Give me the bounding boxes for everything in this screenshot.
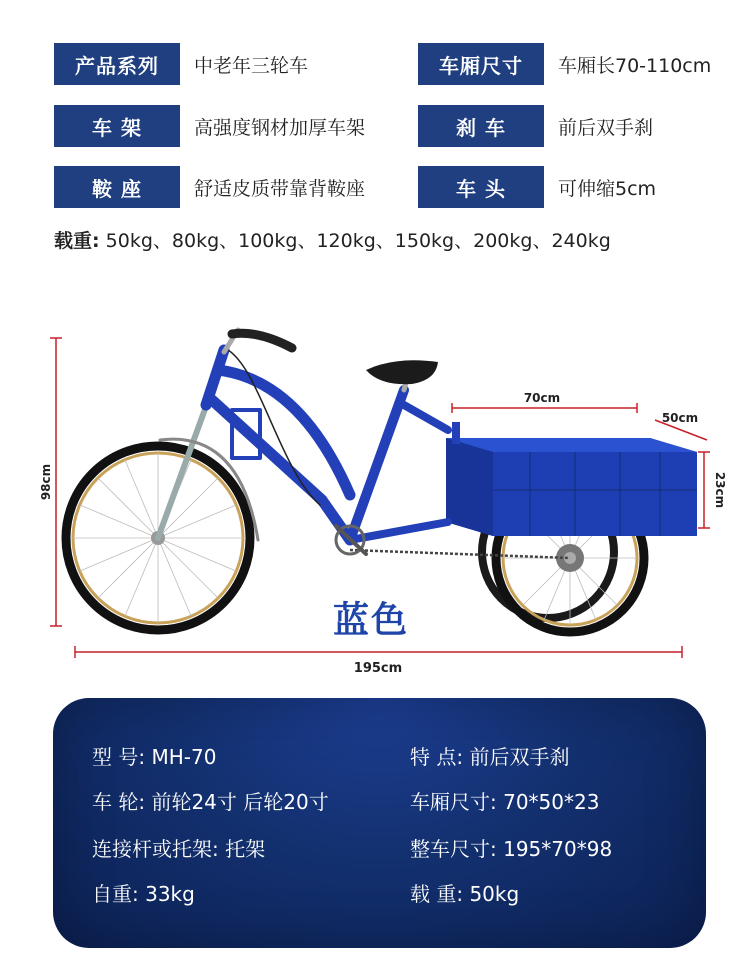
height-dimension-label: 98cm <box>39 463 53 501</box>
load-capacity-values: 50kg、80kg、100kg、120kg、150kg、200kg、240kg <box>99 230 611 252</box>
spec-value-box-size: 车厢长70-110cm <box>558 54 712 77</box>
info-model: 型 号: MH-70 <box>92 745 217 769</box>
spec-label-series: 产品系列 <box>54 43 180 85</box>
spec-value-saddle: 舒适皮质带靠背鞍座 <box>194 177 366 200</box>
spec-label-handlebar: 车 头 <box>418 166 544 208</box>
info-weight: 自重: 33kg <box>92 882 195 906</box>
chain <box>350 550 570 558</box>
spec-value-series: 中老年三轮车 <box>194 54 309 77</box>
info-bracket: 连接杆或托架: 托架 <box>92 837 266 861</box>
cargo-box <box>446 438 697 536</box>
length-dimension-line <box>75 646 682 658</box>
color-name-label: 蓝色 <box>333 600 410 641</box>
info-feature: 特 点: 前后双手刹 <box>410 745 570 769</box>
info-panel <box>53 698 706 948</box>
cargo-height-dimension-label: 23cm <box>713 471 727 509</box>
info-load: 载 重: 50kg <box>410 882 520 906</box>
spec-label-brake: 刹 车 <box>418 105 544 147</box>
spec-label-frame: 车 架 <box>54 105 180 147</box>
info-box-size: 车厢尺寸: 70*50*23 <box>410 790 600 814</box>
spec-value-brake: 前后双手刹 <box>558 116 654 139</box>
load-capacity-line <box>54 226 611 253</box>
load-capacity-label: 载重: <box>54 230 100 252</box>
total-length-dimension-label: 195cm <box>353 661 403 676</box>
info-wheels: 车 轮: 前轮24寸 后轮20寸 <box>92 790 329 814</box>
spec-label-saddle: 鞍 座 <box>54 166 180 208</box>
cargo-width-dimension-label: 50cm <box>661 411 699 425</box>
spec-value-frame: 高强度钢材加厚车架 <box>194 116 366 139</box>
cargo-height-dimension-line <box>698 452 710 528</box>
info-overall-size: 整车尺寸: 195*70*98 <box>410 837 613 861</box>
saddle <box>366 360 438 384</box>
spec-value-handlebar: 可伸缩5cm <box>558 177 657 200</box>
spec-label-box-size: 车厢尺寸 <box>418 43 544 85</box>
cargo-length-dimension-label: 70cm <box>523 391 561 405</box>
